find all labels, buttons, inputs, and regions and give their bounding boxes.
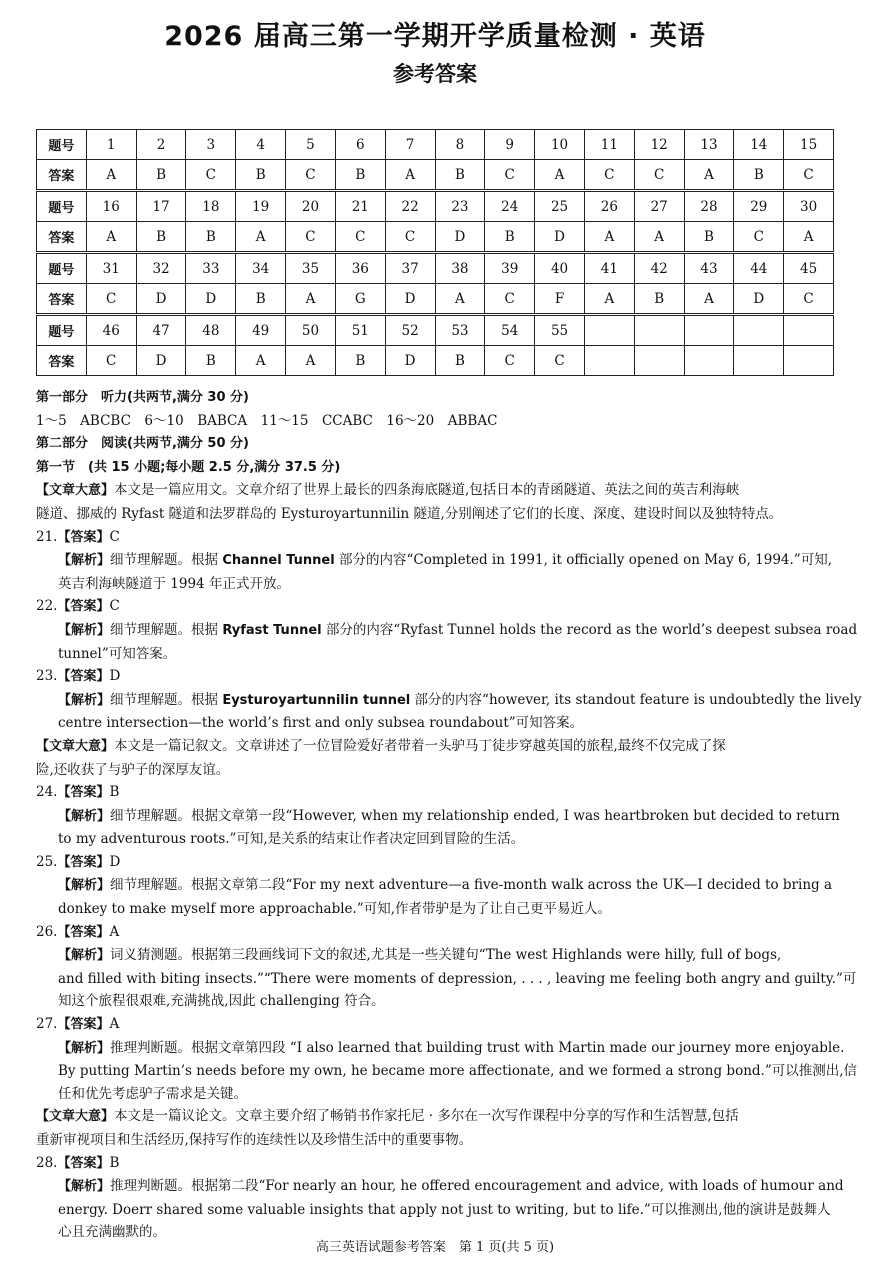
answer-line [36,921,836,945]
answer-cell: A [86,160,136,191]
text-line-content: donkey to make myself more approachable.”可知,作者带驴是为了让自己更平易近人。 [58,901,612,918]
answer-table [36,129,834,376]
answer-cell: C [634,160,684,191]
answer-cell: A [236,346,286,376]
text-line-content: centre intersection—the world’s first and only subsea roundabout”可知答案。 [58,715,584,732]
analysis-label: 【解析】 [58,948,111,964]
answer-cell: C [86,346,136,376]
answer-row [37,160,834,191]
question-number-cell: 32 [136,253,186,284]
question-number: 24. [36,784,58,801]
row-header: 题号 [37,130,87,160]
summary-label: 【文章大意】 [36,1109,115,1125]
answer-row [37,284,834,315]
text-line-content: 险,还收获了与驴子的深厚友谊。 [36,761,230,778]
analysis-line [36,805,840,829]
text-line-content: 重新审视项目和生活经历,保持写作的连续性以及珍惜生活中的重要事物。 [36,1132,473,1148]
answer-cell: C [784,284,834,315]
analysis-keyword: Channel Tunnel [222,553,335,569]
question-number-cell: 8 [435,130,485,160]
answer-cell: A [286,284,336,315]
analysis-label: 【解析】 [58,553,111,569]
analysis-line [36,1175,844,1199]
answer-label: 【答案】 [57,785,110,801]
answer-cell: A [634,222,684,253]
text-line-content: 隧道、挪威的 Ryfast 隧道和法罗群岛的 Eysturoyartunnilin 隧道,分别阐述了它们的长度、深度、建设时间以及独特特点。 [36,505,783,522]
answer-cell: D [734,284,784,315]
analysis-text: 词义猜测题。根据第三段画线词下文的叙述,尤其是一些关键句“The west Highlands were hilly, full of bogs, [110,947,782,964]
section-heading-text: 第一部分 听力(共两节,满分 30 分) [36,390,249,405]
question-number-cell [734,315,784,346]
analysis-line [36,549,836,573]
text-line [36,968,857,991]
answer-line [36,1152,836,1176]
answer-label: 【答案】 [57,924,110,940]
answer-value: D [109,668,121,685]
analysis-text: 部分的内容“Ryfast Tunnel holds the record as the world’s deepest subsea road [321,621,858,638]
text-line-content: to my adventurous roots.”可知,是关系的结束让作者决定回到冒险的生活。 [58,831,525,848]
answer-line [36,851,836,875]
answer-cell: C [485,160,535,191]
question-number-cell: 4 [236,130,286,160]
row-header: 题号 [37,315,87,346]
question-number: 21. [36,528,58,545]
answer-cell: D [186,284,236,315]
answer-cell: B [734,160,784,191]
answer-cell: B [136,222,186,253]
question-number-cell: 39 [485,253,535,284]
question-number-cell: 17 [136,191,186,222]
text-line-content: 心且充满幽默的。 [58,1224,166,1241]
question-number-cell: 54 [485,315,535,346]
text-line [36,828,836,851]
question-number-cell: 18 [186,191,236,222]
analysis-line [36,944,836,968]
question-number-cell: 53 [435,315,485,346]
summary-label: 【文章大意】 [36,738,115,754]
question-number-cell: 22 [385,191,435,222]
text-line [36,1083,836,1106]
answer-cell: D [435,222,485,253]
text-line-content: 英吉利海峡隧道于 1994 年正式开放。 [58,575,290,592]
page-subtitle: 参考答案 [393,62,477,86]
answer-cell: A [684,160,734,191]
text-line [36,410,836,433]
question-number-cell: 48 [186,315,236,346]
answer-cell: C [485,346,535,376]
analysis-label: 【解析】 [58,878,111,894]
row-header: 答案 [37,160,87,191]
answer-cell: B [335,160,385,191]
answer-cell: B [435,160,485,191]
question-number-cell: 42 [634,253,684,284]
analysis-label: 【解析】 [58,622,111,638]
answer-label: 【答案】 [57,669,110,685]
question-number-row [37,253,834,284]
question-number-cell: 23 [435,191,485,222]
text-line [36,1060,858,1083]
question-number-cell: 5 [286,130,336,160]
question-number-cell: 3 [186,130,236,160]
answer-cell: A [435,284,485,315]
answer-cell: C [286,160,336,191]
answer-cell: A [784,222,834,253]
question-number-cell: 15 [784,130,834,160]
answer-cell: C [286,222,336,253]
question-number-cell: 52 [385,315,435,346]
question-number-cell: 43 [684,253,734,284]
question-number-cell: 50 [286,315,336,346]
answer-cell: C [784,160,834,191]
answer-line [36,526,836,550]
answer-cell: C [584,160,634,191]
question-number-cell: 34 [236,253,286,284]
answer-cell: G [335,284,385,315]
question-number-cell: 10 [535,130,585,160]
analysis-keyword: Ryfast Tunnel [222,622,322,638]
section-heading-text: 第一节 (共 15 小题;每小题 2.5 分,满分 37.5 分) [36,459,341,475]
question-number-cell: 37 [385,253,435,284]
answer-cell: B [136,160,186,191]
analysis-text: 细节理解题。根据文章第二段“For my next adventure—a five-month walk across the UK—I decided to bring a [110,877,832,894]
text-line-content: energy. Doerr shared some valuable insights that apply not just to writing, but to life.”可以推测出,他的演讲是鼓舞人 [58,1201,831,1218]
question-number-cell: 19 [236,191,286,222]
answer-row [37,222,834,253]
page-footer: 高三英语试题参考答案 第 1 页(共 5 页) [315,1240,555,1255]
analysis-text: 细节理解题。根据 [110,621,223,638]
answer-cell: C [86,284,136,315]
analysis-label: 【解析】 [58,808,111,824]
question-number-cell: 30 [784,191,834,222]
analysis-line [36,619,858,643]
answer-label: 【答案】 [57,599,110,615]
text-line [36,503,836,526]
answer-cell: B [236,160,286,191]
question-number-cell: 27 [634,191,684,222]
answer-cell: C [335,222,385,253]
text-line [36,573,836,596]
answer-value: A [109,1016,120,1033]
analysis-text: 部分的内容“Completed in 1991, it officially opened on May 6, 1994.”可知, [334,552,833,569]
analysis-line [36,874,836,898]
answer-cell: B [634,284,684,315]
answer-label: 【答案】 [57,1155,110,1171]
question-number-cell: 2 [136,130,186,160]
text-line-content: and filled with biting insects.”“There were moments of depression, . . . , leaving me feeling both angry and guilty.”可 [58,970,857,987]
summary-text: 本文是一篇应用文。文章介绍了世界上最长的四条海底隧道,包括日本的青函隧道、英法之间的英吉利海峡 [114,482,740,499]
answer-cell: D [385,346,435,376]
answer-cell: A [684,284,734,315]
analysis-line [36,689,862,713]
answer-cell: D [535,222,585,253]
answer-value: C [109,528,120,545]
summary-text: 本文是一篇记叙文。文章讲述了一位冒险爱好者带着一头驴马丁徒步穿越英国的旅程,最终不仅完成了探 [114,737,726,754]
section-heading [36,432,836,456]
answer-cell: A [86,222,136,253]
question-number-cell: 29 [734,191,784,222]
answer-cell: A [535,160,585,191]
text-line [36,759,836,782]
question-number-cell: 28 [684,191,734,222]
question-number-cell: 13 [684,130,734,160]
question-number-cell: 14 [734,130,784,160]
row-header: 题号 [37,191,87,222]
answer-explanations [36,386,862,1244]
answer-cell: A [236,222,286,253]
answer-value: C [109,598,120,615]
question-number-cell: 36 [335,253,385,284]
text-line-content: 1～5 ABCBC 6～10 BABCA 11～15 CCABC 16～20 ABBAC [36,412,498,429]
analysis-label: 【解析】 [58,1179,111,1195]
answer-cell [784,346,834,376]
answer-label: 【答案】 [57,1017,110,1033]
answer-line [36,1013,836,1037]
answer-cell: D [385,284,435,315]
answer-cell: B [684,222,734,253]
answer-line [36,781,836,805]
question-number-cell: 35 [286,253,336,284]
analysis-text: 推理判断题。根据第二段“For nearly an hour, he offered encouragement and advice, with loads of humour and [110,1178,844,1195]
row-header: 题号 [37,253,87,284]
answer-value: A [109,923,120,940]
answer-cell: B [186,222,236,253]
question-number-cell: 51 [335,315,385,346]
analysis-line [36,1037,845,1061]
answer-cell: C [186,160,236,191]
summary-line [36,479,836,503]
section-heading-text: 第二部分 阅读(共两节,满分 50 分) [36,436,249,452]
section-heading [36,386,836,410]
question-number-cell: 40 [535,253,585,284]
text-line-content: tunnel”可知答案。 [58,645,177,662]
analysis-text: 细节理解题。根据文章第一段“However, when my relationship ended, I was heartbroken but decided to return [110,807,840,824]
text-line-content: 知这个旅程很艰难,充满挑战,因此 challenging 符合。 [58,993,385,1010]
answer-cell: C [485,284,535,315]
question-number-cell: 45 [784,253,834,284]
text-line-content: By putting Martin’s needs before my own, he became more affectionate, and we formed a strong bond.”可以推测出,信 [58,1063,858,1080]
answer-cell: C [734,222,784,253]
analysis-label: 【解析】 [58,692,111,708]
question-number: 22. [36,598,58,615]
answer-cell: A [584,222,634,253]
question-number-cell: 12 [634,130,684,160]
question-number-cell: 9 [485,130,535,160]
question-number-cell: 49 [236,315,286,346]
page-title: 2026 届高三第一学期开学质量检测 · 英语 [164,21,706,52]
answer-cell [634,346,684,376]
answer-line [36,595,836,619]
answer-cell: D [136,346,186,376]
text-line [36,990,836,1013]
answer-cell: A [584,284,634,315]
summary-line [36,735,836,759]
answer-label: 【答案】 [57,854,110,870]
analysis-keyword: Eysturoyartunnilin tunnel [222,692,411,708]
text-line [36,643,836,666]
question-number-cell: 7 [385,130,435,160]
answer-cell [684,346,734,376]
row-header: 答案 [37,222,87,253]
question-number-cell: 25 [535,191,585,222]
text-line [36,1199,836,1222]
question-number-cell: 1 [86,130,136,160]
question-number-cell [584,315,634,346]
answer-value: D [109,853,121,870]
text-line [36,898,836,921]
question-number-cell [634,315,684,346]
question-number: 25. [36,853,58,870]
summary-label: 【文章大意】 [36,483,115,499]
answer-cell: B [236,284,286,315]
question-number-row [37,191,834,222]
question-number-cell: 16 [86,191,136,222]
question-number-row [37,130,834,160]
analysis-label: 【解析】 [58,1040,111,1056]
answer-value: B [109,1154,120,1171]
answer-cell: A [385,160,435,191]
question-number: 23. [36,668,58,685]
question-number: 27. [36,1016,58,1033]
answer-cell: C [535,346,585,376]
answer-cell: B [435,346,485,376]
question-number-cell: 41 [584,253,634,284]
question-number-cell: 33 [186,253,236,284]
analysis-text: 细节理解题。根据 [110,552,223,569]
question-number-cell: 44 [734,253,784,284]
text-line [36,712,836,735]
question-number-cell: 26 [584,191,634,222]
question-number-cell: 47 [136,315,186,346]
question-number-cell: 21 [335,191,385,222]
question-number-cell: 55 [535,315,585,346]
question-number-cell: 46 [86,315,136,346]
row-header: 答案 [37,284,87,315]
answer-value: B [109,784,120,801]
question-number: 26. [36,923,58,940]
text-line [36,1129,836,1152]
analysis-text: 部分的内容“however, its standout feature is undoubtedly the lively [410,691,862,708]
analysis-text: 推理判断题。根据文章第四段 “I also learned that building trust with Martin made our journey more enjoyable. [110,1039,845,1056]
answer-cell: D [136,284,186,315]
text-line-content: 任和优先考虑驴子需求是关键。 [58,1085,247,1102]
answer-cell: F [535,284,585,315]
answer-cell: B [335,346,385,376]
section-heading [36,456,836,480]
summary-line [36,1105,836,1129]
answer-cell: A [286,346,336,376]
answer-cell: B [485,222,535,253]
answer-line [36,665,836,689]
question-number-cell: 31 [86,253,136,284]
question-number-row [37,315,834,346]
answer-cell: B [186,346,236,376]
question-number-cell: 20 [286,191,336,222]
answer-cell: C [385,222,435,253]
summary-text: 本文是一篇议论文。文章主要介绍了畅销书作家托尼 · 多尔在一次写作课程中分享的写作和生活智慧,包括 [114,1108,739,1125]
question-number-cell [784,315,834,346]
answer-cell [584,346,634,376]
question-number-cell [684,315,734,346]
question-number-cell: 6 [335,130,385,160]
row-header: 答案 [37,346,87,376]
answer-row [37,346,834,376]
question-number-cell: 24 [485,191,535,222]
question-number-cell: 38 [435,253,485,284]
question-number: 28. [36,1154,58,1171]
analysis-text: 细节理解题。根据 [110,691,223,708]
answer-cell [734,346,784,376]
question-number-cell: 11 [584,130,634,160]
answer-label: 【答案】 [57,529,110,545]
